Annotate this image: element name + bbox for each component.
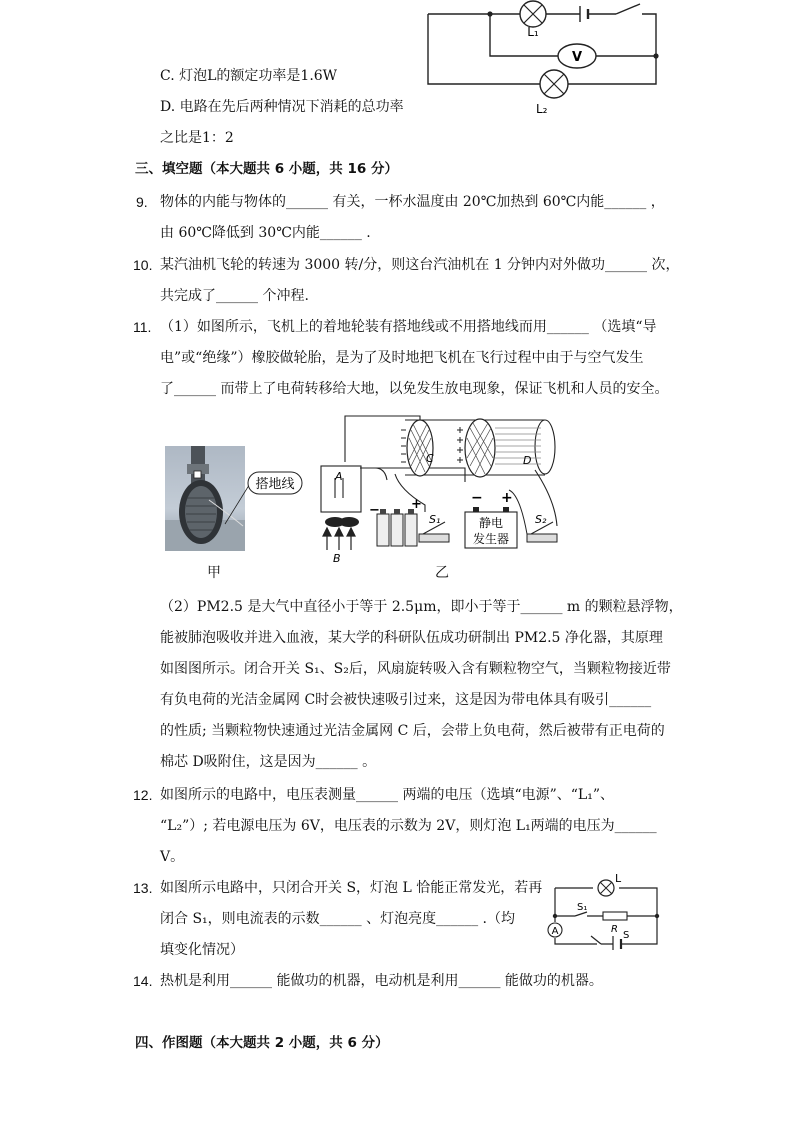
q10-line1: 某汽油机飞轮的转速为 3000 转/分，则这台汽油机在 1 分钟内对外做功______ 次， bbox=[160, 257, 680, 273]
option-d-line2: 之比是1：2 bbox=[160, 130, 234, 146]
option-c: C. 灯泡L的额定功率是1.6W bbox=[160, 68, 338, 84]
label-s1: S₁ bbox=[429, 513, 441, 526]
q11-line1: （1）如图所示，飞机上的着地轮装有搭地线或不用搭地线而用______ （选填“导 bbox=[160, 319, 657, 335]
battery-minus: − bbox=[369, 503, 380, 518]
q11b-line3: 如图图所示。闭合开关 S₁、S₂后，风扇旋转吸入含有颗粒物空气，当颗粒物接近带 bbox=[160, 661, 671, 677]
generator-label-1: 静电 bbox=[478, 516, 504, 530]
label-d: D bbox=[523, 454, 532, 467]
voltmeter-label: V bbox=[571, 50, 583, 65]
q13-number: 13. bbox=[133, 880, 153, 896]
q14-number: 14. bbox=[133, 973, 153, 989]
q11-number: 11. bbox=[133, 319, 152, 335]
lamp-l2-icon bbox=[540, 70, 568, 98]
voltmeter-icon bbox=[558, 44, 596, 68]
q12-number: 12. bbox=[133, 787, 153, 803]
generator-minus: − bbox=[471, 490, 483, 506]
lamp-l2-label: L₂ bbox=[536, 102, 548, 116]
q11-line2: 电”或“绝缘”）橡胶做轮胎，是为了及时地把飞机在飞行过程中由于与空气发生 bbox=[160, 350, 644, 366]
purifier-diagram bbox=[305, 410, 570, 572]
battery-plus: + bbox=[411, 497, 422, 512]
q9-line2: 由 60℃降低到 30℃内能______ . bbox=[160, 225, 371, 241]
q12-line1: 如图所示的电路中，电压表测量______ 两端的电压（选填“电源”、“L₁”、 bbox=[160, 787, 614, 803]
q11b-line4: 有负电荷的光洁金属网 C时会被快速吸引过来，这是因为带电体具有吸引______ bbox=[160, 692, 652, 708]
section-3-title: 三、填空题（本大题共 6 小题，共 16 分） bbox=[135, 161, 398, 177]
lamp-l1-icon bbox=[520, 1, 546, 27]
q13-circuit-diagram bbox=[545, 872, 665, 950]
landing-gear-photo bbox=[165, 446, 305, 554]
q11b-line1: （2）PM2.5 是大气中直径小于等于 2.5μm，即小于等于______ m 的颗粒悬浮物， bbox=[160, 599, 683, 615]
q13-resistor-label: R bbox=[611, 924, 618, 935]
q13-switch1-label: S₁ bbox=[577, 902, 588, 913]
section-4-title: 四、作图题（本大题共 2 小题，共 6 分） bbox=[135, 1035, 389, 1051]
q13-lamp-label: L bbox=[615, 872, 622, 885]
q13-line3: 填变化情况） bbox=[160, 942, 244, 958]
resistor-icon bbox=[603, 912, 627, 920]
callout-label: 搭地线 bbox=[255, 477, 295, 492]
q11-line3: 了______ 而带上了电荷转移给大地，以免发生放电现象，保证飞机和人员的安全。 bbox=[160, 381, 669, 397]
label-b: B bbox=[333, 552, 341, 565]
caption-jia: 甲 bbox=[207, 565, 221, 581]
q14-line1: 热机是利用______ 能做功的机器，电动机是利用______ 能做功的机器。 bbox=[160, 973, 603, 989]
q9-number: 9. bbox=[136, 194, 148, 210]
q12-line2: “L₂”）; 若电源电压为 6V，电压表的示数为 2V，则灯泡 L₁两端的电压为______ bbox=[160, 818, 657, 834]
q13-line2: 闭合 S₁，则电流表的示数______ 、灯泡亮度______ .（均 bbox=[160, 911, 516, 927]
q12-line3: V。 bbox=[160, 849, 185, 865]
q11b-line2: 能被肺泡吸收并进入血液，某大学的科研队伍成功研制出 PM2.5 净化器，其原理 bbox=[160, 630, 663, 646]
q10-line2: 共完成了______ 个冲程. bbox=[160, 288, 309, 304]
generator-plus: + bbox=[501, 490, 513, 506]
q9-line1: 物体的内能与物体的______ 有关，一杯水温度由 20℃加热到 60℃内能______ ， bbox=[160, 194, 665, 210]
lamp-l-icon bbox=[598, 880, 614, 896]
top-circuit-diagram bbox=[420, 0, 665, 118]
label-s2: S₂ bbox=[535, 513, 547, 526]
lamp-l1-label: L₁ bbox=[527, 25, 539, 39]
q11b-line5: 的性质; 当颗粒物快速通过光洁金属网 C 后，会带上负电荷，然后被带有正电荷的 bbox=[160, 723, 665, 739]
caption-yi: 乙 bbox=[435, 565, 449, 581]
q11b-line6: 棉芯 D吸附住，这是因为______ 。 bbox=[160, 754, 377, 770]
q13-line1: 如图所示电路中，只闭合开关 S，灯泡 L 恰能正常发光，若再 bbox=[160, 880, 543, 896]
q10-number: 10. bbox=[133, 257, 153, 273]
q13-ammeter-label: A bbox=[551, 926, 559, 937]
label-c: C bbox=[426, 452, 434, 465]
option-d-line1: D. 电路在先后两种情况下消耗的总功率 bbox=[160, 99, 404, 115]
label-a: A bbox=[335, 470, 343, 483]
q13-switch-label: S bbox=[623, 930, 630, 941]
callout-bubble bbox=[246, 470, 306, 496]
generator-label-2: 发生器 bbox=[472, 532, 510, 546]
